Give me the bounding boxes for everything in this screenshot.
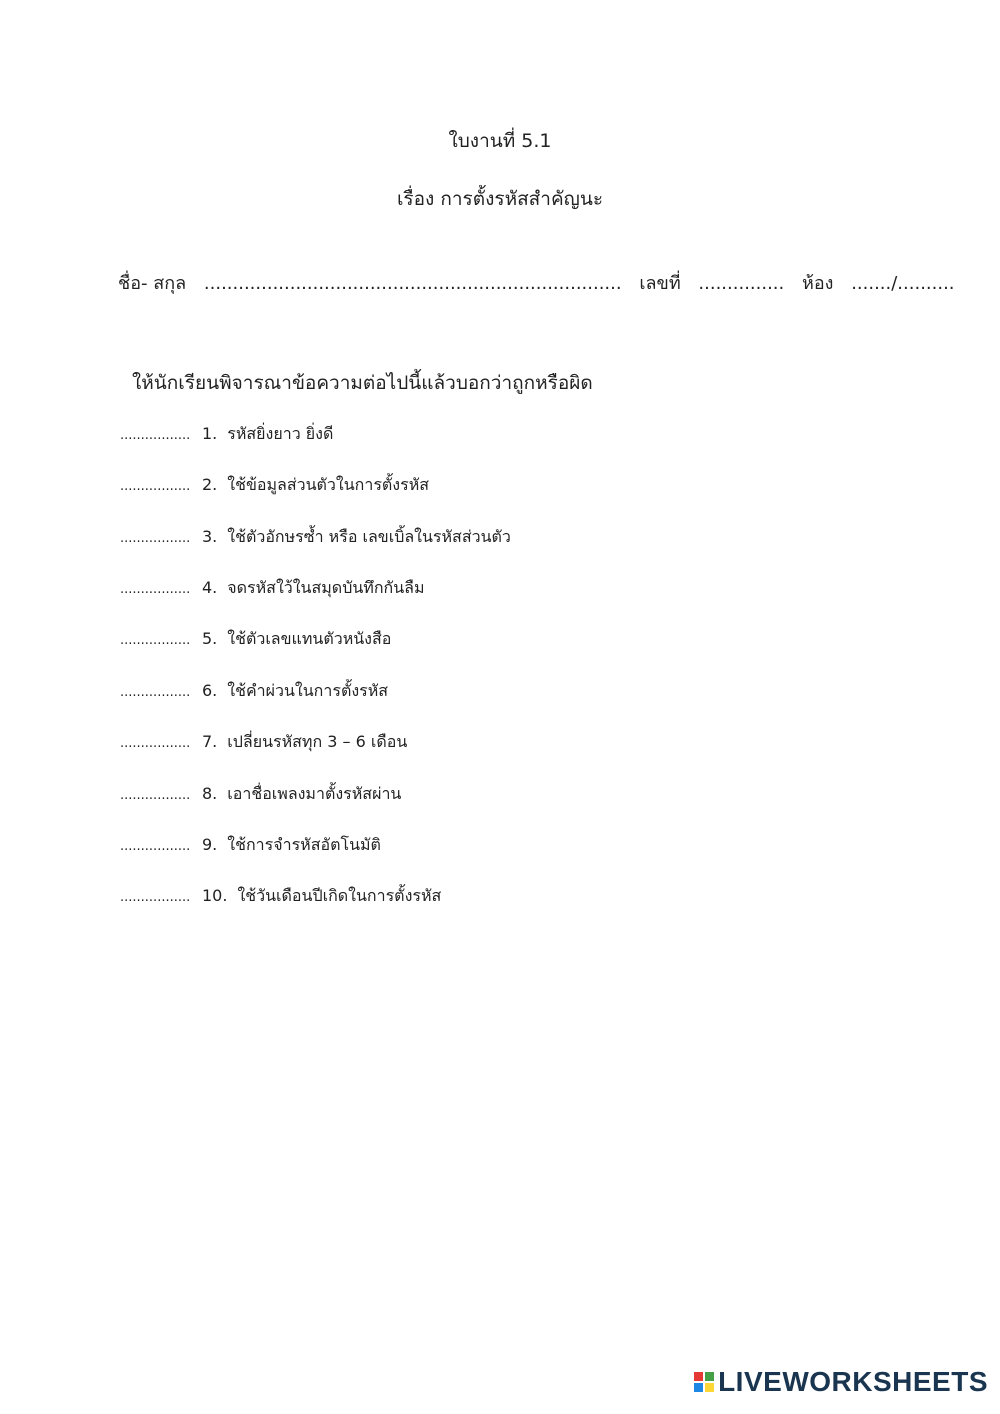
number-label: เลขที่ xyxy=(639,273,681,294)
question-text: เปลี่ยนรหัสทุก 3 – 6 เดือน xyxy=(227,732,408,751)
liveworksheets-logo[interactable] xyxy=(694,1366,988,1398)
question-item xyxy=(120,881,441,911)
question-item xyxy=(120,573,425,603)
question-number: 2. xyxy=(202,475,218,494)
logo-square-green xyxy=(705,1372,714,1381)
answer-blank[interactable]: ................. xyxy=(120,582,191,597)
answer-blank[interactable]: ................. xyxy=(120,633,191,648)
question-number: 5. xyxy=(202,629,218,648)
question-number: 10. xyxy=(202,886,228,905)
question-item xyxy=(120,676,388,706)
answer-blank[interactable]: ................. xyxy=(120,839,191,854)
logo-square-red xyxy=(694,1372,703,1381)
name-label: ชื่อ- สกุล xyxy=(118,273,187,294)
question-text: ใช้ตัวอักษรซ้ำ หรือ เลขเบิ้ลในรหัสส่วนตัว xyxy=(227,527,511,546)
question-item xyxy=(120,470,429,500)
question-text: ใช้คำผ่วนในการตั้งรหัส xyxy=(227,681,389,700)
logo-square-yellow xyxy=(705,1383,714,1392)
liveworksheets-logo-icon xyxy=(694,1372,714,1392)
question-number: 1. xyxy=(202,424,218,443)
worksheet-title: ใบงานที่ 5.1 xyxy=(448,130,552,152)
answer-blank[interactable]: ................. xyxy=(120,736,191,751)
question-number: 7. xyxy=(202,732,218,751)
question-text: ใช้ข้อมูลส่วนตัวในการตั้งรหัส xyxy=(227,475,430,494)
logo-square-blue xyxy=(694,1383,703,1392)
question-number: 8. xyxy=(202,784,218,803)
answer-blank[interactable]: ................. xyxy=(120,685,191,700)
student-info-row xyxy=(118,268,967,297)
answer-blank[interactable]: ................. xyxy=(120,788,191,803)
answer-blank[interactable]: ................. xyxy=(120,531,191,546)
question-item xyxy=(120,624,391,654)
name-blank[interactable]: ......................................................................... xyxy=(203,273,622,294)
question-item xyxy=(120,830,381,860)
room-blank[interactable]: ......./.......... xyxy=(851,273,955,294)
question-text: รหัสยิ่งยาว ยิ่งดี xyxy=(227,424,334,443)
question-number: 4. xyxy=(202,578,218,597)
question-text: ใช้ตัวเลขแทนตัวหนังสือ xyxy=(227,629,392,648)
worksheet-subtitle: เรื่อง การตั้งรหัสสำคัญนะ xyxy=(396,188,604,210)
question-text: ใช้วันเดือนปีเกิดในการตั้งรหัส xyxy=(237,886,442,905)
answer-blank[interactable]: ................. xyxy=(120,428,191,443)
question-number: 9. xyxy=(202,835,218,854)
question-text: ใช้การจำรหัสอัตโนมัติ xyxy=(227,835,381,854)
answer-blank[interactable]: ................. xyxy=(120,890,191,905)
answer-blank[interactable]: ................. xyxy=(120,479,191,494)
question-text: จดรหัสใว้ในสมุดบันทึกกันลืม xyxy=(227,578,425,597)
question-item xyxy=(120,727,407,757)
question-item xyxy=(120,522,511,552)
logo-text: LIVEWORKSHEETS xyxy=(718,1366,988,1397)
question-number: 3. xyxy=(202,527,218,546)
question-text: เอาชื่อเพลงมาตั้งรหัสผ่าน xyxy=(227,784,402,803)
question-item xyxy=(120,779,401,809)
question-item xyxy=(120,419,333,449)
number-blank[interactable]: ............... xyxy=(698,273,785,294)
question-number: 6. xyxy=(202,681,218,700)
room-label: ห้อง xyxy=(801,273,834,294)
instruction-text: ให้นักเรียนพิจารณาข้อความต่อไปนี้แล้วบอกว่าถูกหรือผิด xyxy=(132,372,593,394)
